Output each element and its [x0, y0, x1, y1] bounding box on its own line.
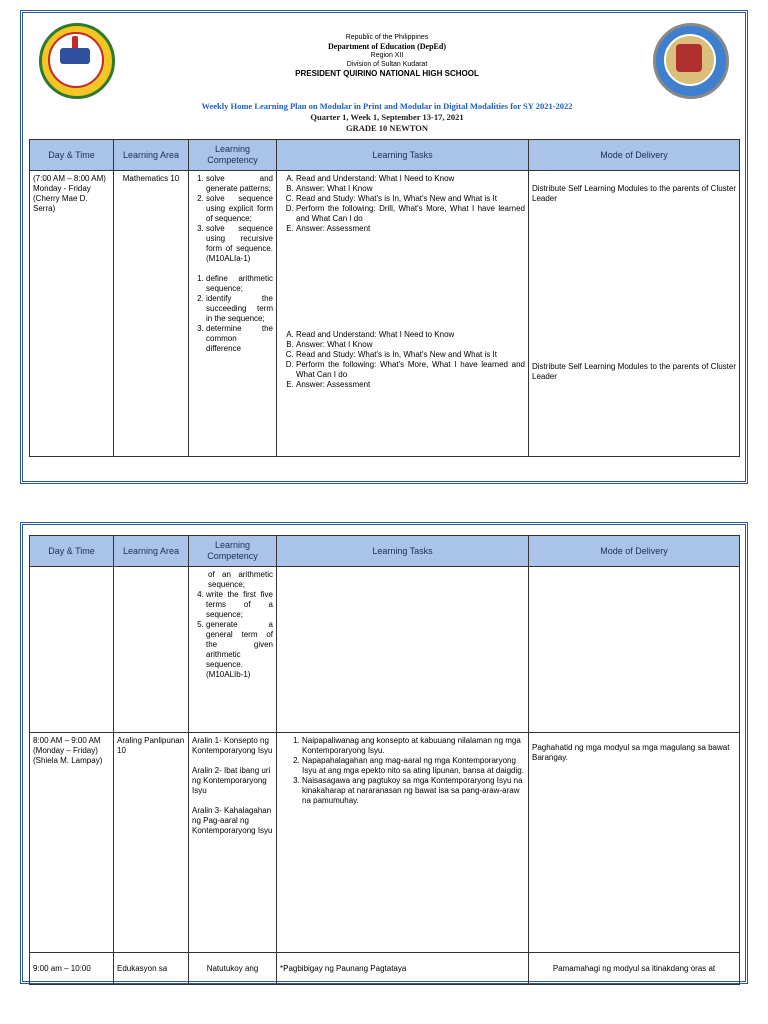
- cell-day-time: 9:00 am – 10:00: [30, 953, 114, 985]
- document-page-1: [20, 10, 748, 484]
- col-learning-area: Learning Area: [114, 536, 189, 567]
- list-item: E. Answer: Assessment: [296, 380, 525, 390]
- table-row: [30, 953, 740, 985]
- letterhead: [173, 33, 601, 78]
- republic-line: Republic of the Philippines: [345, 34, 429, 41]
- delivery-text: Distribute Self Learning Modules to the parents of Cluster Leader: [532, 362, 736, 381]
- cell-learning-area: Mathematics 10: [114, 171, 189, 457]
- cell-day-time: [30, 567, 114, 733]
- list-item: 1. solve and generate patterns;: [206, 174, 273, 194]
- region-line: Region XII: [370, 52, 404, 59]
- list-item: 3. solve sequence using recursive form of sequence. (M10ALIa-1): [206, 224, 273, 264]
- deped-line: Department of Education (DepEd): [328, 42, 446, 51]
- list-item: 4. write the first five terms of a sequence;: [206, 590, 273, 620]
- col-learning-area: Learning Area: [114, 140, 189, 171]
- competency-list: [192, 174, 273, 264]
- lesson-3: Aralin 3- Kahalagahan ng Pag-aaral ng Kontemporaryong Isyu: [192, 806, 273, 835]
- cell-competency: [189, 171, 277, 457]
- title-line-3: GRADE 10 NEWTON: [345, 123, 429, 133]
- list-item: D. Perform the following: What's More, What I have learned and What Can I do: [296, 360, 525, 380]
- list-item: 2. solve sequence using explicit form of sequence;: [206, 194, 273, 224]
- division-seal-logo: [653, 23, 729, 99]
- lesson-2: Aralin 2- Ibat ibang uri ng Kontemporaryong Isyu: [192, 766, 271, 795]
- cell-tasks: [277, 733, 529, 953]
- cell-competency: Natutukoy ang: [189, 953, 277, 985]
- title-line-1: Weekly Home Learning Plan on Modular in Print and Modular in Digital Modalities for SY 2021-2022: [201, 101, 573, 111]
- table-header-row: [30, 140, 740, 171]
- cell-competency: [189, 733, 277, 953]
- cell-learning-area: Araling Panlipunan 10: [114, 733, 189, 953]
- title-line-2: Quarter 1, Week 1, September 13-17, 2021: [310, 112, 464, 122]
- cell-delivery: [529, 567, 740, 733]
- col-learning-competency: Learning Competency: [189, 536, 277, 567]
- competency-list: [192, 274, 273, 354]
- list-item: B. Answer: What I Know: [296, 340, 525, 350]
- table-row: [30, 567, 740, 733]
- list-item: A. Read and Understand: What I Need to Know: [296, 330, 525, 340]
- cell-competency: [189, 567, 277, 733]
- lesson-1: Aralin 1- Konsepto ng Kontemporaryong Isyu: [192, 736, 273, 755]
- cell-delivery: [529, 171, 740, 457]
- school-seal-logo: [39, 23, 115, 99]
- list-item: A. Read and Understand: What I Need to Know: [296, 174, 525, 184]
- list-item: 2. identify the succeeding term in the sequence;: [206, 294, 273, 324]
- cell-day-time: (7:00 AM – 8:00 AM) Monday - Friday (Cherry Mae D. Serra): [30, 171, 114, 457]
- cell-tasks: *Pagbibigay ng Paunang Pagtataya: [277, 953, 529, 985]
- competency-continued: of an arithmetic sequence;: [208, 570, 273, 589]
- plan-title: [123, 101, 651, 134]
- list-item: 3. determine the common difference: [206, 324, 273, 354]
- cell-tasks: [277, 171, 529, 457]
- col-day-time: Day & Time: [30, 536, 114, 567]
- list-item: B. Answer: What I Know: [296, 184, 525, 194]
- list-item: C. Read and Study: What's is In, What's New and What is It: [296, 350, 525, 360]
- list-item: D. Perform the following: Drill, What's More, What I have learned and What Can I do: [296, 204, 525, 224]
- col-mode-of-delivery: Mode of Delivery: [529, 536, 740, 567]
- list-item: 1. define arithmetic sequence;: [206, 274, 273, 294]
- col-day-time: Day & Time: [30, 140, 114, 171]
- list-item: 5. generate a general term of the given arithmetic sequence. (M10ALIb-1): [206, 620, 273, 680]
- delivery-text: Distribute Self Learning Modules to the parents of Cluster Leader: [532, 184, 736, 203]
- list-item: 1. Naipapaliwanag ang konsepto at kabuuang nilalaman ng mga Kontemporaryong Isyu.: [302, 736, 525, 756]
- cell-day-time: 8:00 AM – 9:00 AM (Monday – Friday) (Shiela M. Lampay): [30, 733, 114, 953]
- list-item: E. Answer: Assessment: [296, 224, 525, 234]
- competency-list: [192, 590, 273, 680]
- table-header-row: [30, 536, 740, 567]
- tasks-list: [280, 736, 525, 806]
- list-item: 2. Napapahalagahan ang mag-aaral ng mga Kontemporaryong Isyu at ang mga epekto nito sa ating lipunan, bansa at daigdig.: [302, 756, 525, 776]
- list-item: C. Read and Study: What's is In, What's New and What is It: [296, 194, 525, 204]
- cell-learning-area: Edukasyon sa: [114, 953, 189, 985]
- table-row: [30, 733, 740, 953]
- list-item: 3. Naisasagawa ang pagtukoy sa mga Kontemporaryong Isyu na kinakaharap at nararanasan ng bawat isa sa pang-araw-araw na pamumuhay.: [302, 776, 525, 806]
- cell-delivery: Paghahatid ng mga modyul sa mga magulang sa bawat Barangay.: [529, 733, 740, 953]
- col-learning-competency: Learning Competency: [189, 140, 277, 171]
- cell-delivery: Pamamahagi ng modyul sa itinakdang oras at: [529, 953, 740, 985]
- col-learning-tasks: Learning Tasks: [277, 536, 529, 567]
- learning-plan-table-continued: [29, 535, 740, 985]
- col-learning-tasks: Learning Tasks: [277, 140, 529, 171]
- school-name: PRESIDENT QUIRINO NATIONAL HIGH SCHOOL: [295, 69, 479, 78]
- learning-plan-table: [29, 139, 740, 457]
- document-page-2: [20, 522, 748, 984]
- cell-learning-area: [114, 567, 189, 733]
- tasks-list: [280, 174, 525, 234]
- col-mode-of-delivery: Mode of Delivery: [529, 140, 740, 171]
- division-line: Division of Sultan Kudarat: [346, 61, 428, 68]
- cell-tasks: [277, 567, 529, 733]
- tasks-list: [280, 330, 525, 390]
- table-row: [30, 171, 740, 457]
